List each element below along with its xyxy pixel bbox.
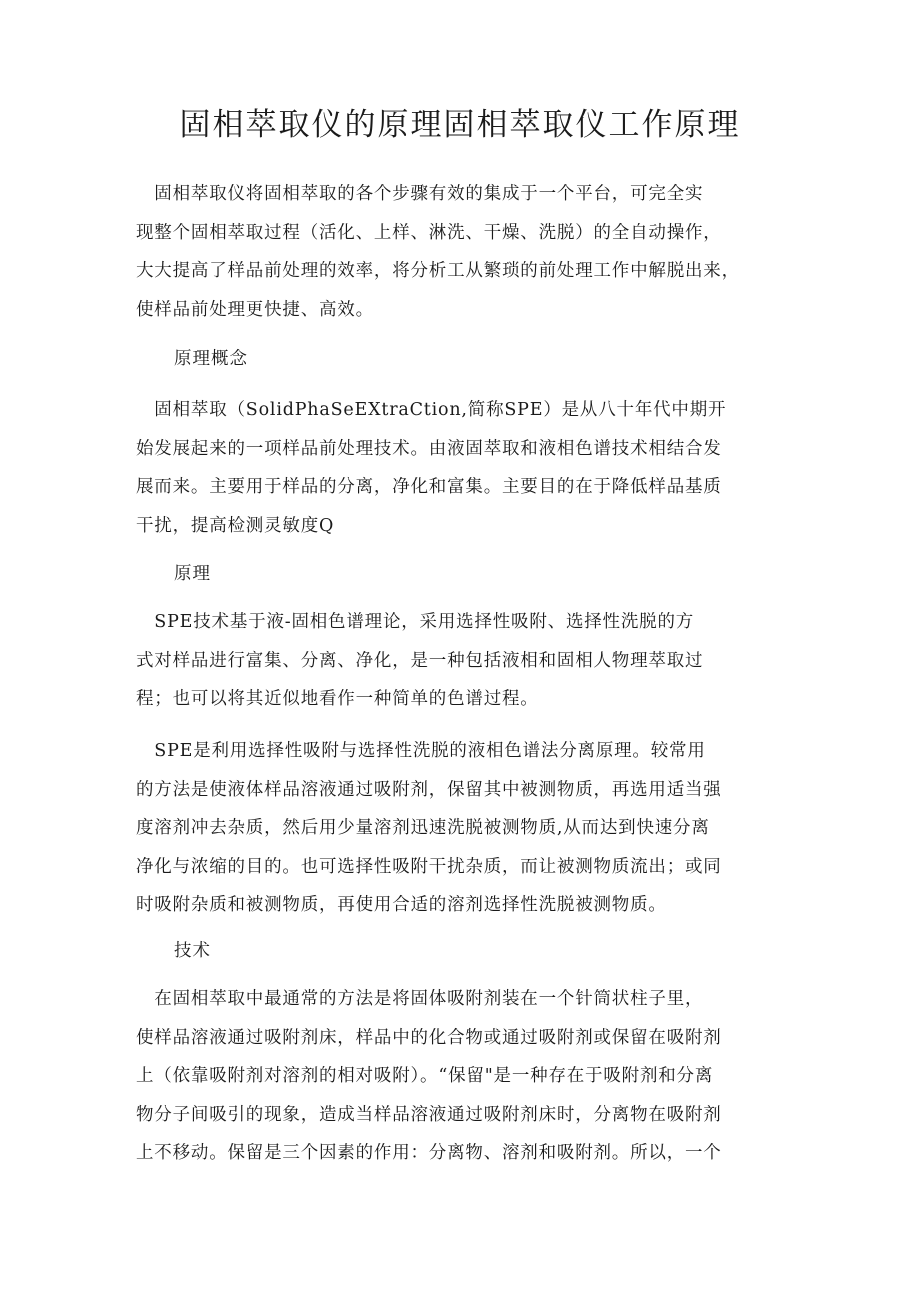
paragraph-line: 式对样品进行富集、分离、净化，是一种包括液相和固相人物理萃取过 bbox=[136, 650, 704, 671]
paragraph-line: SPE是利用选择性吸附与选择性洗脱的液相色谱法分离原理。较常用 bbox=[136, 741, 706, 761]
paragraph-line: 上（依靠吸附剂对溶剂的相对吸附）。“保留"是一种存在于吸附剂和分离 bbox=[136, 1066, 714, 1086]
paragraph-line: 程；也可以将其近似地看作一种简单的色谱过程。 bbox=[136, 689, 539, 709]
paragraph-principle-1 bbox=[136, 603, 801, 719]
paragraph-line: 的方法是使液体样品溶液通过吸附剂，保留其中被测物质，再选用适当强 bbox=[136, 779, 722, 800]
paragraph-line: 在固相萃取中最通常的方法是将固体吸附剂装在一个针筒状柱子里， bbox=[136, 989, 704, 1009]
paragraph-line: 使样品前处理更快捷、高效。 bbox=[136, 299, 374, 320]
paragraph-line: 度溶剂冲去杂质，然后用少量溶剂迅速洗脱被测物质,从而达到快速分离 bbox=[136, 818, 710, 838]
paragraph-concept bbox=[136, 391, 801, 545]
paragraph-line: 现整个固相萃取过程（活化、上样、淋洗、干燥、洗脱）的全自动操作， bbox=[136, 222, 722, 243]
paragraph-line: 始发展起来的一项样品前处理技术。由液固萃取和液相色谱技术相结合发 bbox=[136, 438, 722, 459]
paragraph-line: 大大提高了样品前处理的效率，将分析工从繁琐的前处理工作中解脱出来， bbox=[136, 261, 740, 281]
paragraph-intro bbox=[136, 175, 801, 329]
paragraph-line: 使样品溶液通过吸附剂床，样品中的化合物或通过吸附剂或保留在吸附剂 bbox=[136, 1027, 722, 1048]
paragraph-line: 时吸附杂质和被测物质，再使用合适的溶剂选择性洗脱被测物质。 bbox=[136, 895, 667, 915]
paragraph-line: 展而来。主要用于样品的分离，净化和富集。主要目的在于降低样品基质 bbox=[136, 477, 722, 497]
document-title: 固相萃取仪的原理固相萃取仪工作原理 bbox=[179, 107, 741, 143]
paragraph-line: 固相萃取（SolidPhaSeEXtraCtion,简称SPE）是从八十年代中期开 bbox=[136, 400, 727, 420]
paragraph-line: 上不移动。保留是三个因素的作用：分离物、溶剂和吸附剂。所以，一个 bbox=[136, 1143, 722, 1163]
paragraph-line: SPE技术基于液-固相色谱理论，采用选择性吸附、选择性洗脱的方 bbox=[136, 612, 695, 632]
paragraph-line: 净化与浓缩的目的。也可选择性吸附干扰杂质，而让被测物质流出；或同 bbox=[136, 856, 722, 877]
paragraph-line: 固相萃取仪将固相萃取的各个步骤有效的集成于一个平台，可完全实 bbox=[136, 184, 704, 204]
section-heading-concept: 原理概念 bbox=[174, 349, 248, 369]
paragraph-principle-2 bbox=[136, 732, 801, 925]
paragraph-line: 物分子间吸引的现象，造成当样品溶液通过吸附剂床时，分离物在吸附剂 bbox=[136, 1104, 722, 1125]
paragraph-line: 干扰，提高检测灵敏度Q bbox=[136, 515, 335, 536]
section-heading-technique: 技术 bbox=[174, 941, 211, 961]
section-heading-principle: 原理 bbox=[174, 564, 211, 584]
paragraph-technique bbox=[136, 980, 801, 1173]
